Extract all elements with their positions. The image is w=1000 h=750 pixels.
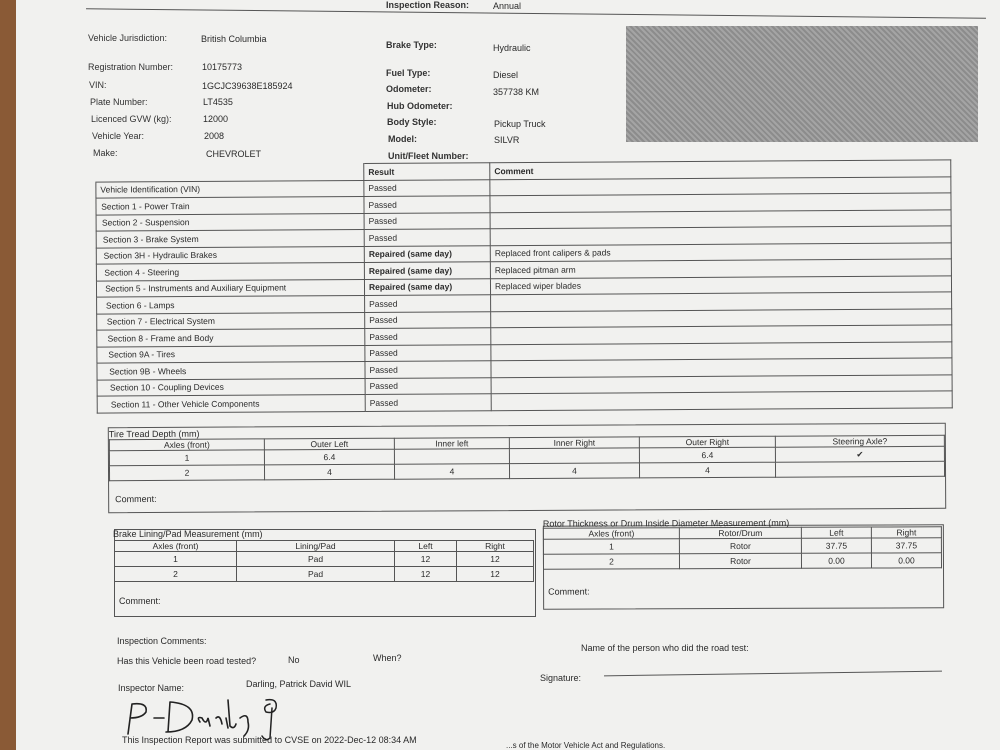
lining-column-header: Left	[395, 541, 457, 552]
inspection-reason-value: Annual	[493, 1, 522, 11]
model-value: SILVR	[494, 135, 520, 145]
vin-value: 1GCJC39638E185924	[202, 81, 293, 91]
registration-value: 10175773	[202, 62, 243, 72]
section-name: Vehicle Identification (VIN)	[96, 180, 364, 198]
lining-cell: Pad	[237, 567, 395, 582]
tire-cell: 4	[264, 464, 394, 480]
rotor-data-row	[543, 553, 941, 569]
tire-cell: 4	[509, 463, 639, 479]
tire-column-header: Outer Right	[639, 436, 775, 448]
section-result: Passed	[365, 295, 491, 312]
brake-type-value: Hydraulic	[493, 43, 531, 53]
section-name: Section 1 - Power Train	[96, 196, 364, 214]
rotor-column-header: Rotor/Drum	[679, 527, 801, 538]
lining-data-row	[115, 552, 534, 567]
odometer-value: 357738 KM	[493, 87, 540, 97]
plate-label: Plate Number:	[90, 97, 148, 107]
rotor-comment-label: Comment:	[548, 586, 590, 597]
section-comment: Replaced pitman arm	[490, 259, 951, 278]
section-result: Passed	[365, 361, 491, 378]
rotor-table	[543, 526, 942, 569]
section-result: Passed	[364, 179, 490, 196]
make-label: Make:	[93, 148, 118, 158]
section-comment: Replaced wiper blades	[490, 275, 951, 294]
rotor-cell: 37.75	[801, 538, 871, 553]
rotor-cell: Rotor	[679, 538, 801, 553]
lining-cell: Pad	[237, 552, 395, 567]
signature-label: Signature:	[540, 673, 582, 683]
brake-lining-title: Brake Lining/Pad Measurement (mm)	[113, 529, 263, 539]
section-result: Passed	[364, 212, 490, 229]
section-comment: Replaced front calipers & pads	[490, 242, 951, 261]
inspector-name-value: Darling, Patrick David WIL	[246, 679, 352, 689]
plate-value: LT4535	[203, 97, 233, 107]
when-label: When?	[373, 653, 402, 663]
year-label: Vehicle Year:	[92, 131, 145, 141]
brake-lining-comment-label: Comment:	[119, 596, 161, 606]
section-name: Section 11 - Other Vehicle Components	[97, 394, 365, 412]
tire-column-header: Outer Left	[264, 438, 394, 450]
section-name: Section 4 - Steering	[96, 262, 364, 280]
section-result: Repaired (same day)	[364, 278, 490, 295]
tire-column-header: Steering Axle?	[775, 435, 944, 447]
section-header-blank	[96, 163, 364, 181]
tire-column-header: Inner left	[394, 438, 509, 450]
inspection-sections-table	[95, 159, 953, 413]
jurisdiction-value: British Columbia	[201, 34, 267, 44]
inspector-name-label: Inspector Name:	[118, 683, 185, 693]
redacted-area	[626, 26, 978, 142]
rotor-data-row	[543, 538, 941, 554]
road-test-person-label: Name of the person who did the road test:	[581, 643, 749, 653]
tire-cell: 6.4	[264, 449, 394, 465]
tire-column-header: Inner Right	[509, 437, 639, 449]
tire-data-row	[109, 461, 944, 480]
gvw-value: 12000	[203, 114, 229, 124]
inspection-report-page	[16, 0, 1000, 750]
gvw-label: Licenced GVW (kg):	[91, 114, 172, 124]
lining-cell: 1	[115, 552, 237, 567]
rotor-cell: 37.75	[871, 538, 941, 553]
tire-cell: 4	[394, 464, 509, 480]
brake-lining-box	[114, 529, 536, 617]
body-style-value: Pickup Truck	[494, 119, 546, 129]
tire-cell: 6.4	[639, 447, 775, 463]
tire-cell: 1	[109, 450, 264, 466]
section-name: Section 8 - Frame and Body	[97, 328, 365, 346]
inspection-reason-label: Inspection Reason:	[386, 0, 470, 10]
vin-label: VIN:	[89, 80, 107, 90]
tire-column-header: Axles (front)	[109, 439, 264, 451]
road-tested-label: Has this Vehicle been road tested?	[117, 656, 257, 666]
lining-cell: 2	[115, 567, 237, 582]
lining-data-row	[115, 567, 534, 582]
steering-axle-check-icon	[775, 461, 944, 477]
tire-tread-box	[108, 423, 946, 513]
rotor-cell: 0.00	[801, 553, 871, 568]
rotor-column-header: Left	[801, 527, 871, 538]
body-style-label: Body Style:	[387, 117, 437, 127]
lining-cell: 12	[395, 552, 457, 567]
tire-cell	[394, 449, 509, 465]
make-value: CHEVROLET	[206, 149, 262, 159]
section-result: Passed	[364, 196, 490, 213]
lining-column-header: Right	[457, 541, 534, 552]
odometer-label: Odometer:	[386, 84, 432, 94]
rotor-box	[542, 517, 944, 609]
registration-label: Registration Number:	[88, 62, 174, 72]
tire-tread-table	[109, 435, 945, 481]
lining-cell: 12	[457, 567, 534, 582]
bottom-cut-text: ...s of the Motor Vehicle Act and Regulations.	[506, 741, 666, 750]
lining-header-row	[115, 541, 534, 552]
tire-cell	[509, 448, 639, 464]
model-label: Model:	[388, 134, 417, 144]
section-name: Section 7 - Electrical System	[97, 312, 365, 330]
unit-fleet-label: Unit/Fleet Number:	[388, 151, 469, 161]
section-result: Passed	[365, 394, 491, 411]
rotor-cell: 2	[543, 554, 679, 569]
lining-column-header: Lining/Pad	[237, 541, 395, 552]
inspection-comments-label: Inspection Comments:	[117, 636, 207, 646]
tire-cell: 4	[639, 462, 775, 478]
rotor-cell: 1	[543, 539, 679, 554]
road-tested-value: No	[288, 655, 300, 665]
rotor-title: Rotor Thickness or Drum Inside Diameter Measurement (mm)	[542, 517, 790, 529]
rotor-cell: Rotor	[679, 553, 801, 568]
section-comment	[491, 391, 952, 410]
tire-cell: 2	[109, 465, 264, 481]
section-name: Section 6 - Lamps	[97, 295, 365, 313]
lining-column-header: Axles (front)	[115, 541, 237, 552]
section-result: Passed	[365, 328, 491, 345]
section-name: Section 2 - Suspension	[96, 213, 364, 231]
section-result: Repaired (same day)	[364, 262, 490, 279]
section-result: Passed	[365, 344, 491, 361]
submission-note: This Inspection Report was submitted to CVSE on 2022-Dec-12 08:34 AM	[122, 735, 417, 745]
tire-comment-label: Comment:	[115, 493, 157, 505]
section-name: Section 10 - Coupling Devices	[97, 378, 365, 396]
section-name: Section 9B - Wheels	[97, 361, 365, 379]
section-result: Passed	[365, 377, 491, 394]
section-name: Section 5 - Instruments and Auxiliary Equipment	[96, 279, 364, 297]
brake-lining-table	[114, 540, 534, 582]
comment-header: Comment	[490, 160, 951, 179]
fuel-type-label: Fuel Type:	[386, 68, 431, 78]
signature-line	[604, 671, 942, 677]
section-result: Repaired (same day)	[364, 245, 490, 262]
section-name: Section 9A - Tires	[97, 345, 365, 363]
fuel-type-value: Diesel	[493, 70, 519, 80]
rotor-cell: 0.00	[871, 553, 941, 568]
rotor-column-header: Right	[871, 527, 941, 538]
section-result: Passed	[364, 229, 490, 246]
jurisdiction-label: Vehicle Jurisdiction:	[88, 33, 168, 43]
section-name: Section 3 - Brake System	[96, 229, 364, 247]
lining-cell: 12	[395, 567, 457, 582]
brake-type-label: Brake Type:	[386, 40, 437, 50]
hub-odometer-label: Hub Odometer:	[387, 101, 453, 111]
section-name: Section 3H - Hydraulic Brakes	[96, 246, 364, 264]
result-header: Result	[364, 163, 490, 180]
steering-axle-check-icon: ✔	[775, 446, 944, 462]
tire-tread-title: Tire Tread Depth (mm)	[108, 428, 200, 440]
rotor-column-header: Axles (front)	[543, 528, 679, 539]
year-value: 2008	[204, 131, 225, 141]
header-divider	[86, 8, 986, 18]
lining-cell: 12	[457, 552, 534, 567]
section-result: Passed	[365, 311, 491, 328]
